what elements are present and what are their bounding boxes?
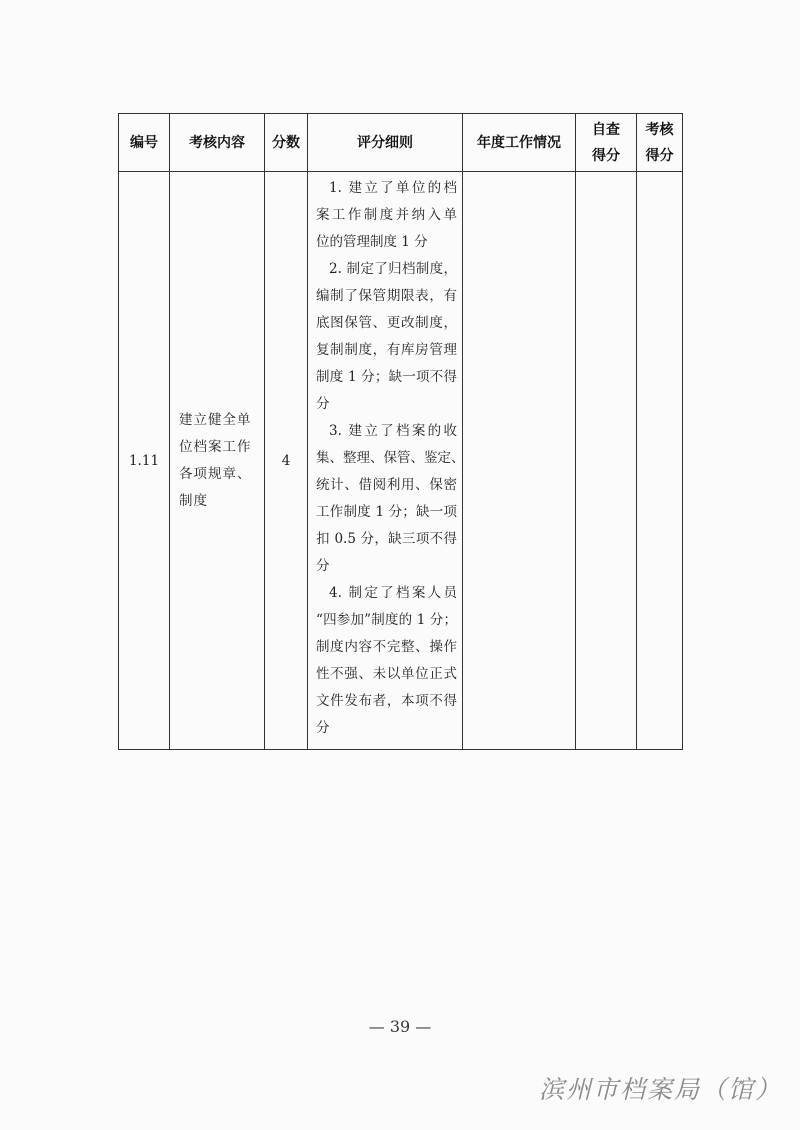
detail-line: 2. 制定了归档制度， xyxy=(329,261,457,277)
header-assess-line1: 考核 xyxy=(645,121,674,138)
header-detail: 评分细则 xyxy=(308,114,463,172)
detail-line: 分 xyxy=(316,396,330,412)
assessment-table xyxy=(118,113,683,750)
header-content: 考核内容 xyxy=(170,114,265,172)
header-self-check-line1: 自查 xyxy=(592,121,620,138)
cell-annual xyxy=(463,172,576,750)
detail-line: 分 xyxy=(316,720,330,736)
header-self-check-line2: 得分 xyxy=(592,147,620,164)
header-score: 分数 xyxy=(265,114,308,172)
detail-line: 案工作制度并纳入单 xyxy=(316,207,457,223)
detail-line: 制度内容不完整、操作 xyxy=(316,639,457,655)
detail-line: 制度 1 分；缺一项不得 xyxy=(316,369,457,385)
detail-line: 1. 建立了单位的档 xyxy=(329,180,457,196)
detail-line: 4. 制定了档案人员 xyxy=(329,585,457,601)
detail-line: 文件发布者，本项不得 xyxy=(316,693,457,709)
watermark: 滨州市档案局（馆） xyxy=(538,1075,782,1104)
header-assess-line2: 得分 xyxy=(645,147,674,164)
cell-assess xyxy=(637,172,683,750)
table-row xyxy=(119,172,683,750)
detail-line: 编制了保管期限表，有 xyxy=(316,288,457,304)
cell-content: 建立健全单位档案工作各项规章、制度 xyxy=(170,172,265,750)
cell-id: 1.11 xyxy=(119,172,170,750)
detail-line: 统计、借阅利用、保密 xyxy=(316,477,457,493)
header-annual: 年度工作情况 xyxy=(463,114,576,172)
header-id: 编号 xyxy=(119,114,170,172)
detail-lines xyxy=(316,175,465,742)
header-assess xyxy=(637,114,683,172)
detail-line: 3. 建立了档案的收 xyxy=(329,423,457,439)
detail-line: 位的管理制度 1 分 xyxy=(316,234,428,250)
detail-line: “四参加”制度的 1 分； xyxy=(316,612,457,628)
cell-self-check xyxy=(576,172,637,750)
detail-line: 复制制度，有库房管理 xyxy=(316,342,457,358)
detail-line: 底图保管、更改制度， xyxy=(316,315,457,331)
page-number: — 39 — xyxy=(368,1017,432,1036)
detail-line: 扣 0.5 分，缺三项不得 xyxy=(316,531,457,547)
detail-line: 工作制度 1 分；缺一项 xyxy=(316,504,457,520)
header-self-check xyxy=(576,114,637,172)
detail-line: 性不强、未以单位正式 xyxy=(316,666,457,682)
cell-detail xyxy=(308,172,463,750)
detail-line: 集、整理、保管、鉴定、 xyxy=(316,450,465,466)
detail-line: 分 xyxy=(316,558,330,574)
cell-score: 4 xyxy=(265,172,308,750)
table-header-row xyxy=(119,114,683,172)
